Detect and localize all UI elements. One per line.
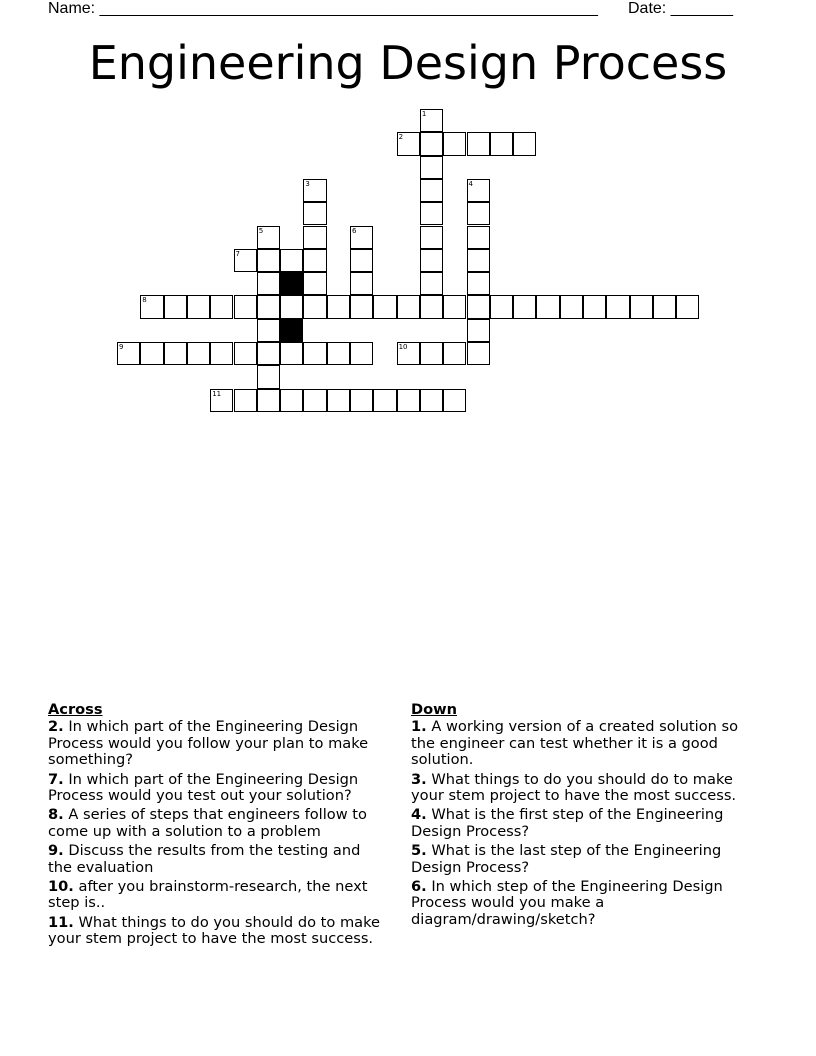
crossword-cell[interactable] [653,295,676,318]
across-heading: Across [48,701,103,718]
crossword-cell[interactable] [234,342,257,365]
crossword-cell[interactable] [467,132,490,155]
crossword-cell[interactable] [210,342,233,365]
crossword-cell[interactable] [397,389,420,412]
clue-number-6: 6 [352,226,357,235]
clue-number-1: 1 [421,110,427,118]
down-clue-4: 4. What is the first step of the Engineering Design Process? [411,806,724,840]
crossword-cell[interactable] [234,295,257,318]
down-clue-6: 6. In which step of the Engineering Design Process would you make a diagram/drawing/sketch? [411,878,723,928]
crossword-cell[interactable] [350,389,373,412]
crossword-cell[interactable] [257,249,280,272]
crossword-cell[interactable] [140,342,163,365]
crossword-cell[interactable] [676,295,699,318]
crossword-cell[interactable] [490,295,513,318]
crossword-cell[interactable] [257,272,280,295]
across-clue-7: 7. In which part of the Engineering Design Process would you test out your solution? [48,770,359,805]
crossword-cell[interactable] [420,249,443,272]
crossword-cell[interactable] [420,272,443,295]
crossword-cell[interactable] [303,295,326,318]
crossword-cell[interactable] [187,295,210,318]
crossword-cell[interactable] [536,295,559,318]
date-line: _______ [670,0,733,17]
crossword-cell[interactable] [583,295,606,318]
crossword-cell[interactable] [420,389,443,412]
across-clue-2: 2. In which part of the Engineering Design Process would you follow your plan to make something? [48,718,369,769]
crossword-cell[interactable] [303,272,326,295]
crossword-cell[interactable] [420,156,443,179]
crossword-black-cell [280,272,303,295]
crossword-cell[interactable] [327,389,350,412]
crossword-cell[interactable] [467,342,490,365]
crossword-cell[interactable] [257,295,280,318]
crossword-cell[interactable] [280,389,303,412]
crossword-cell[interactable] [257,365,280,388]
clue-number-10: 10 [398,343,408,351]
across-clue-10: 10. after you brainstorm-research, the next step is.. [48,878,368,912]
crossword-cell[interactable] [373,295,396,318]
crossword-cell[interactable] [257,319,280,342]
clue-number-5: 5 [258,226,264,235]
crossword-cell[interactable] [467,249,490,272]
clue-number-8: 8 [142,296,147,305]
crossword-cell[interactable] [513,132,536,155]
page-title: Engineering Design Process [88,36,728,90]
crossword-cell[interactable] [350,249,373,272]
crossword-cell[interactable] [420,132,443,155]
crossword-cell[interactable] [303,342,326,365]
across-clue-8: 8. A series of steps that engineers follow to come up with a solution to a problem [48,806,367,840]
crossword-cell[interactable] [443,132,466,155]
down-clue-3: 3. What things to do you should do to make your stem project to have the most success. [411,770,737,805]
crossword-cell[interactable] [303,249,326,272]
across-clues [48,702,388,951]
down-heading: Down [411,701,458,718]
clue-number-11: 11 [212,389,222,398]
crossword-cell[interactable] [303,389,326,412]
crossword-cell[interactable] [280,295,303,318]
down-clues [411,702,756,931]
clue-number-4: 4 [468,179,473,188]
crossword-cell[interactable] [373,389,396,412]
crossword-cell[interactable] [303,202,326,225]
crossword-cell[interactable] [164,342,187,365]
crossword-cell[interactable] [513,295,536,318]
down-clue-5: 5. What is the last step of the Engineering Design Process? [411,842,722,876]
crossword-cell[interactable] [257,389,280,412]
crossword-cell[interactable] [490,132,513,155]
across-clue-9: 9. Discuss the results from the testing and the evaluation [48,842,361,876]
crossword-cell[interactable] [420,202,443,225]
clue-number-9: 9 [119,343,124,351]
crossword-cell[interactable] [210,295,233,318]
crossword-cell[interactable] [443,342,466,365]
crossword-cell[interactable] [327,342,350,365]
crossword-black-cell [280,319,303,342]
crossword-cell[interactable] [467,295,490,318]
crossword-grid [0,0,816,430]
crossword-cell[interactable] [350,295,373,318]
crossword-cell[interactable] [420,179,443,202]
crossword-cell[interactable] [280,249,303,272]
name-line: ________________________________________________________ [99,0,598,17]
down-clue-1: 1. A working version of a created solution so the engineer can test whether it is a good solution. [411,718,739,769]
crossword-cell[interactable] [420,295,443,318]
crossword-cell[interactable] [560,295,583,318]
crossword-cell[interactable] [467,202,490,225]
crossword-cell[interactable] [443,389,466,412]
crossword-cell[interactable] [234,389,257,412]
crossword-cell[interactable] [327,295,350,318]
clue-number-2: 2 [398,133,404,142]
crossword-cell[interactable] [467,226,490,249]
crossword-cell[interactable] [397,295,420,318]
clue-number-7: 7 [235,249,240,258]
crossword-cell[interactable] [164,295,187,318]
crossword-cell[interactable] [420,226,443,249]
crossword-cell[interactable] [350,342,373,365]
crossword-cell[interactable] [350,272,373,295]
crossword-cell[interactable] [467,272,490,295]
across-clue-11: 11. What things to do you should do to make your stem project to have the most success. [48,913,381,948]
crossword-cell[interactable] [280,342,303,365]
date-label: Date: [628,0,667,17]
crossword-cell[interactable] [606,295,629,318]
crossword-cell[interactable] [443,295,466,318]
crossword-cell[interactable] [420,342,443,365]
crossword-cell[interactable] [303,226,326,249]
crossword-cell[interactable] [630,295,653,318]
crossword-cell[interactable] [467,319,490,342]
crossword-cell[interactable] [257,342,280,365]
clue-number-3: 3 [305,179,310,188]
crossword-cell[interactable] [187,342,210,365]
name-label: Name: [48,0,96,17]
